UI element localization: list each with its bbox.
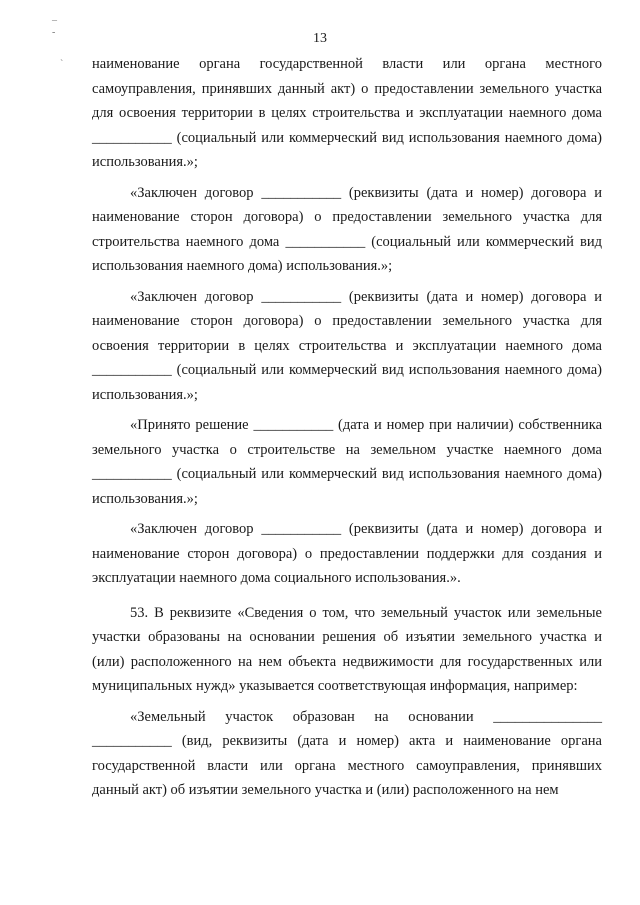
paragraph-continuation: наименование органа государственной власти или органа местного самоуправления, принявших данный акт) о предоставлении земельного участка для освоения территории в целях строительства и эксплуатации наемного дома ___________ (социальный или коммерческий вид использования наемного дома) использования.»; — [92, 56, 602, 170]
scan-artifact-mark: - — [52, 27, 56, 38]
paragraph: «Земельный участок образован на основании _______________ ___________ (вид, реквизиты (дата и номер) акта и наименование органа государственной власти или органа местного самоуправления, принявших данный акт) об изъятии земельного участка и (или) расположенного на нем — [92, 708, 602, 798]
section-paragraph: 53. В реквизите «Сведения о том, что земельный участок или земельные участки образованы на основании решения об изъятии земельного участка и (или) расположенного на нем объекта недвижимости для государственных или муниципальных нужд» указывается соответствующая информация, например: — [92, 604, 602, 694]
scan-artifact-mark: – — [52, 15, 57, 26]
paragraph: «Заключен договор ___________ (реквизиты (дата и номер) договора и наименование сторон договора) о предоставлении земельного участка для строительства наемного дома ___________ (социальный или коммерческий вид использования наемного дома) использования.»; — [92, 184, 602, 274]
scan-artifact-mark: ` — [60, 59, 64, 70]
paragraph: «Заключен договор ___________ (реквизиты (дата и номер) договора и наименование сторон договора) о предоставлении поддержки для создания и эксплуатации наемного дома социального использования.». — [92, 521, 602, 586]
document-body — [92, 52, 602, 803]
paragraph: «Заключен договор ___________ (реквизиты (дата и номер) договора и наименование сторон договора) о предоставлении земельного участка для освоения территории в целях строительства и эксплуатации наемного дома ___________ (социальный или коммерческий вид использования наемного дома) использования.»; — [92, 288, 602, 403]
paragraph: «Принято решение ___________ (дата и номер при наличии) собственника земельного участка о строительстве на земельном участке наемного дома ___________ (социальный или коммерческий вид использования наемного дома) использования.»; — [92, 417, 602, 507]
page-number: 13 — [313, 31, 327, 46]
